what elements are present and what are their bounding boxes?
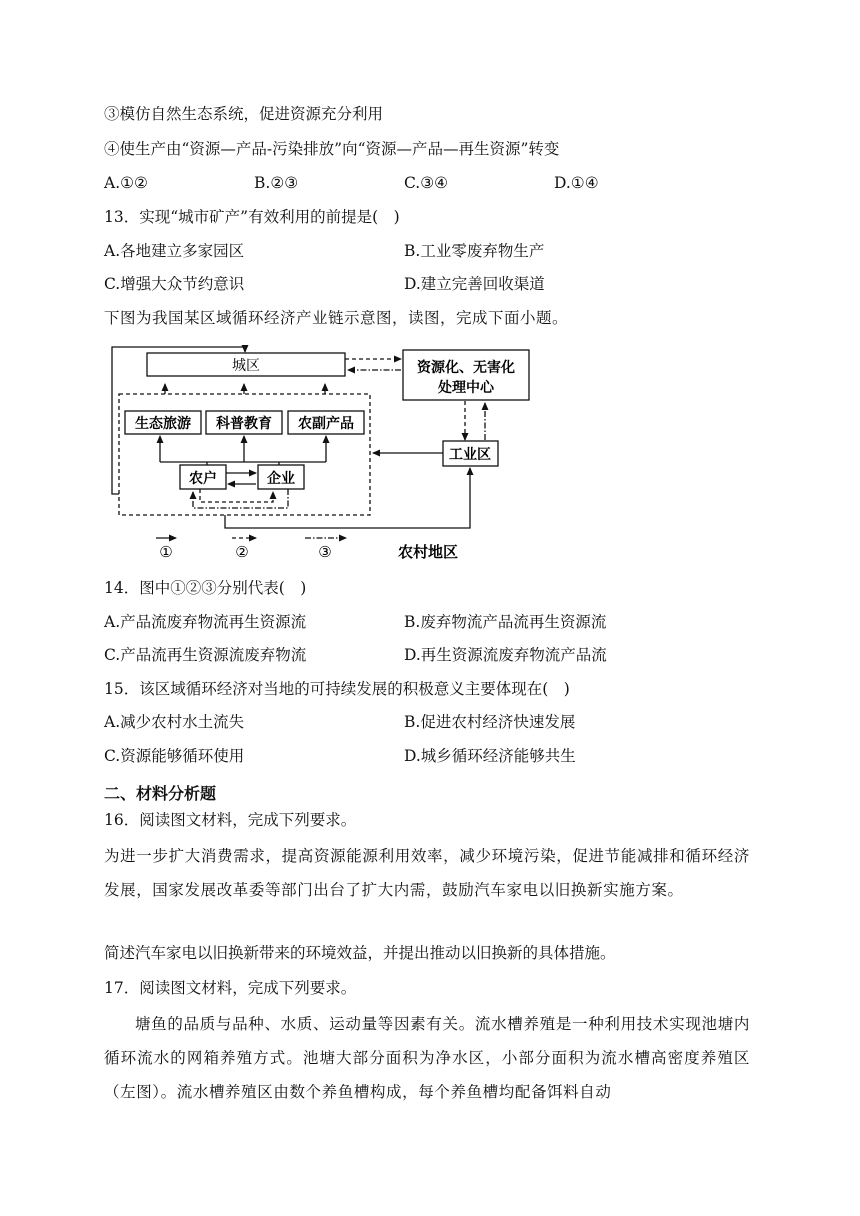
q15-option-a: A.减少农村水土流失 — [104, 713, 245, 731]
rural-area-label: 农村地区 — [397, 543, 459, 561]
farm-products-label: 农副产品 — [298, 416, 354, 432]
farmers-label: 农户 — [189, 471, 217, 487]
legend-2: ② — [235, 543, 249, 561]
q15-option-c: C.资源能够循环使用 — [104, 747, 245, 765]
q12-option-a: A.①② — [104, 174, 148, 192]
q12-option-c: C.③④ — [404, 174, 449, 192]
q12-option-b: B.②③ — [254, 174, 299, 192]
q14-option-b: B.废弃物流产品流再生资源流 — [404, 613, 607, 631]
q13-option-c: C.增强大众节约意识 — [104, 275, 245, 293]
q14-stem: 14．图中①②③分别代表( ) — [104, 579, 307, 597]
q12-option-d: D.①④ — [554, 174, 599, 192]
processing-center-label-1: 资源化、无害化 — [417, 360, 515, 376]
q14-option-d: D.再生资源流废弃物流产品流 — [404, 646, 607, 664]
q14-option-a: A.产品流废弃物流再生资源流 — [104, 613, 307, 631]
q16-stem: 16．阅读图文材料，完成下列要求。 — [104, 811, 357, 829]
q14-option-c: C.产品流再生资源流废弃物流 — [104, 646, 307, 664]
q13-option-a: A.各地建立多家园区 — [104, 242, 245, 260]
q12-item-3: ③模仿自然生态系统，促进资源充分利用 — [104, 105, 384, 123]
science-education-label: 科普教育 — [216, 416, 272, 432]
q15-option-b: B.促进农村经济快速发展 — [404, 713, 576, 731]
processing-center-label-2: 处理中心 — [438, 380, 494, 396]
legend-3: ③ — [318, 543, 332, 561]
eco-tourism-label: 生态旅游 — [135, 416, 191, 432]
q17-material: 塘鱼的品质与品种、水质、运动量等因素有关。流水槽养殖是一种利用技术实现池塘内循环流水的网箱养殖方式。池塘大部分面积为净水区，小部分面积为流水槽高密度养殖区（左图）。流水槽养殖区由数个养鱼槽构成，每个养鱼槽均配备饵料自动 — [104, 1015, 750, 1101]
figure-intro: 下图为我国某区域循环经济产业链示意图，读图，完成下面小题。 — [104, 309, 569, 327]
q15-stem: 15．该区域循环经济对当地的可持续发展的积极意义主要体现在( ) — [104, 680, 570, 698]
q13-option-b: B.工业零废弃物生产 — [404, 242, 545, 260]
legend-1: ① — [159, 543, 173, 561]
q13-stem: 13．实现“城市矿产”有效利用的前提是( ) — [104, 208, 400, 226]
q12-item-4: ④使生产由“资源—产品-污染排放”向“资源—产品—再生资源”转变 — [104, 140, 560, 158]
enterprise-label: 企业 — [267, 471, 295, 487]
q16-material: 为进一步扩大消费需求，提高资源能源利用效率，减少环境污染，促进节能减排和循环经济发展，国家发展改革委等部门出台了扩大内需，鼓励汽车家电以旧换新实施方案。 — [104, 847, 750, 899]
q16-question: 简述汽车家电以旧换新带来的环境效益，并提出推动以旧换新的具体措施。 — [104, 944, 616, 962]
circular-economy-diagram — [100, 340, 540, 566]
industrial-zone-label: 工业区 — [449, 447, 491, 463]
q13-option-d: D.建立完善回收渠道 — [404, 275, 545, 293]
q17-stem: 17．阅读图文材料，完成下列要求。 — [104, 979, 357, 997]
q15-option-d: D.城乡循环经济能够共生 — [404, 747, 576, 765]
section-heading: 二、材料分析题 — [104, 784, 217, 803]
city-label: 城区 — [232, 358, 260, 374]
